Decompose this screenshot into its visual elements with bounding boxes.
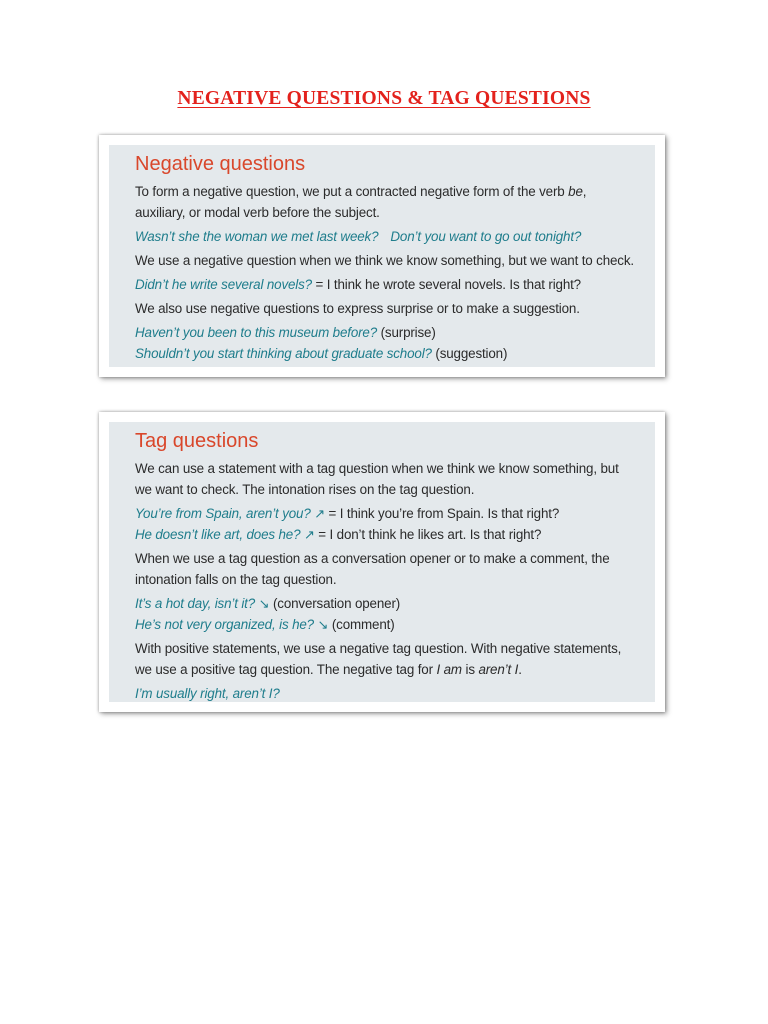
tag-p3-text-a: we use a positive tag question. The negative tag for [135, 662, 437, 677]
negative-example-1 [135, 226, 655, 247]
tag-p3-em-i-am: I am [436, 662, 462, 677]
negative-example-2 [135, 274, 655, 295]
negative-paragraph-3: We also use negative questions to express surprise or to make a suggestion. [135, 301, 580, 316]
negative-intro-em: be [568, 184, 583, 199]
tag-paragraph-2-line2: intonation falls on the tag question. [135, 572, 337, 587]
negative-questions-panel [109, 145, 655, 367]
tag-example-5-question: I’m usually right, aren’t I? [135, 686, 280, 701]
rising-arrow-icon: ↗ [303, 527, 315, 542]
negative-example-3 [135, 322, 655, 343]
negative-questions-heading: Negative questions [135, 153, 306, 175]
negative-example-4-question: Shouldn’t you start thinking about graduate school? [135, 346, 432, 361]
negative-example-3-note: (surprise) [377, 325, 436, 340]
tag-paragraph-3-line1: With positive statements, we use a negative tag question. With negative statements, [135, 641, 622, 656]
tag-example-3-question: It’s a hot day, isn’t it? [135, 596, 256, 611]
falling-arrow-icon: ↘ [258, 596, 270, 611]
tag-p3-text-c: . [518, 662, 522, 677]
tag-example-5 [135, 683, 655, 704]
tag-example-3-note: (conversation opener) [269, 596, 401, 611]
tag-example-4-question: He’s not very organized, is he? [135, 617, 314, 632]
negative-example-2-gloss: = I think he wrote several novels. Is that right? [311, 277, 581, 292]
tag-example-2-gloss: = I don’t think he likes art. Is that right? [314, 527, 542, 542]
tag-paragraph-2-line1: When we use a tag question as a conversation opener or to make a comment, the [135, 551, 610, 566]
negative-intro-comma: , [582, 184, 587, 199]
tag-example-3 [135, 593, 655, 614]
tag-example-4-note: (comment) [328, 617, 395, 632]
negative-questions-card [99, 135, 665, 377]
falling-arrow-icon: ↘ [317, 617, 329, 632]
tag-example-1-question: You’re from Spain, aren’t you? [135, 506, 311, 521]
negative-intro-text: To form a negative question, we put a contracted negative form of the verb [135, 184, 569, 199]
negative-example-3-question: Haven’t you been to this museum before? [135, 325, 378, 340]
tag-questions-card [99, 412, 665, 712]
tag-example-2 [135, 524, 655, 545]
tag-paragraph-3-line2 [135, 659, 655, 680]
tag-example-1 [135, 503, 655, 524]
tag-paragraph-1-line1: We can use a statement with a tag question when we think we know something, but [135, 461, 619, 476]
tag-paragraph-1-line2: we want to check. The intonation rises on the tag question. [135, 482, 475, 497]
negative-example-2-question: Didn’t he write several novels? [135, 277, 312, 292]
tag-example-2-question: He doesn’t like art, does he? [135, 527, 301, 542]
tag-example-1-gloss: = I think you’re from Spain. Is that right? [324, 506, 560, 521]
negative-example-4-note: (suggestion) [431, 346, 508, 361]
negative-example-1b: Don’t you want to go out tonight? [390, 229, 582, 244]
tag-p3-text-b: is [461, 662, 479, 677]
rising-arrow-icon: ↗ [314, 506, 325, 521]
negative-example-4 [135, 343, 655, 364]
negative-intro-line2: auxiliary, or modal verb before the subject. [135, 205, 380, 220]
tag-questions-heading: Tag questions [135, 430, 259, 452]
tag-p3-em-arent-i: aren’t I [478, 662, 519, 677]
tag-questions-panel [109, 422, 655, 702]
negative-intro-line1 [135, 181, 655, 202]
negative-example-1a: Wasn’t she the woman we met last week? [135, 229, 379, 244]
negative-paragraph-2: We use a negative question when we think we know something, but we want to check. [135, 253, 634, 268]
tag-example-4 [135, 614, 655, 635]
page-title: NEGATIVE QUESTIONS & TAG QUESTIONS [177, 88, 591, 109]
